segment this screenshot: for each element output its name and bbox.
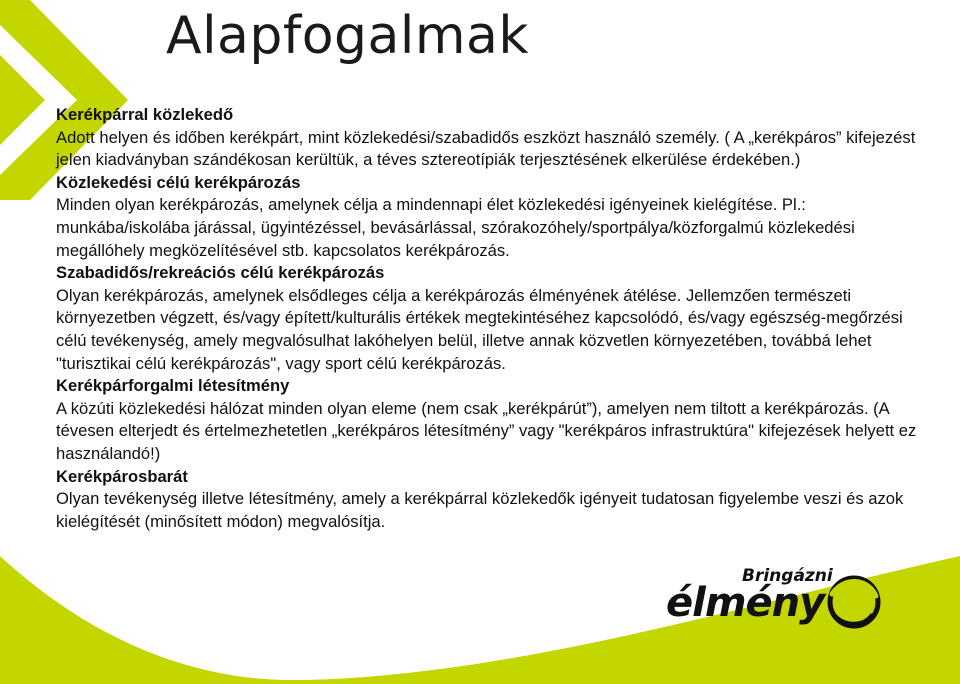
- bringazni-elmeny-logo: [664, 566, 894, 642]
- logo-top-text: Bringázni: [742, 566, 833, 586]
- logo-main-text: élmény: [666, 580, 825, 626]
- definition-body: A közúti közlekedési hálózat minden olyan eleme (nem csak „kerékpárút”), amelyen nem tiltott a kerékpározás. (A tévesen elterjedt és értelmezhetetlen „kerékpáros létesítmény” vagy "kerékpáros infrastruktúra" kifejezések helyett ez használandó!): [56, 398, 917, 463]
- definition-body: Minden olyan kerékpározás, amelynek célja a mindennapi élet közlekedési igényeinek kielégítése. Pl.: munkába/iskolába járással, ügyintézéssel, bevásárlással, szórakozóhely/sportpálya/közforgalmú közlekedési megállóhely megközelítésével stb. kapcsolatos kerékpározás.: [56, 195, 855, 260]
- definitions-content: [56, 104, 936, 533]
- definition-term: Kerékpárforgalmi létesítmény: [56, 376, 290, 396]
- page-title: Alapfogalmak: [166, 6, 529, 66]
- definition-body: Adott helyen és időben kerékpárt, mint közlekedési/szabadidős eszközt használó személy. ( A „kerékpáros” kifejezést jelen kiadványban szándékosan kerültük, a téves sztereotípiák terjesztésének elkerülése érdekében.): [56, 127, 916, 170]
- definition-term: Közlekedési célú kerékpározás: [56, 172, 301, 192]
- definition-body: Olyan kerékpározás, amelynek elsődleges célja a kerékpározás élményének átélése. Jellemzően természeti környezetben végzett, és/vagy épített/kulturális értékek megtekintéséhez kapcsolódó, és/vagy egészség-megőrzési célú tevékenység, amely megvalósulhat lakóhelyen belül, illetve annak közvetlen környezetében, továbbá lehet "turisztikai célú kerékpározás", vagy sport célú kerékpározás.: [56, 285, 903, 373]
- chevron-inner-icon: [0, 55, 45, 145]
- definition-body: Olyan tevékenység illetve létesítmény, amely a kerékpárral közlekedők igényeit tudatosan figyelembe veszi és azok kielégítését (minősített módon) megvalósítja.: [56, 489, 904, 531]
- definition-term: Szabadidős/rekreációs célú kerékpározás: [56, 263, 385, 283]
- definition-term: Kerékpárosbarát: [56, 466, 188, 486]
- definition-term: Kerékpárral közlekedő: [56, 105, 234, 124]
